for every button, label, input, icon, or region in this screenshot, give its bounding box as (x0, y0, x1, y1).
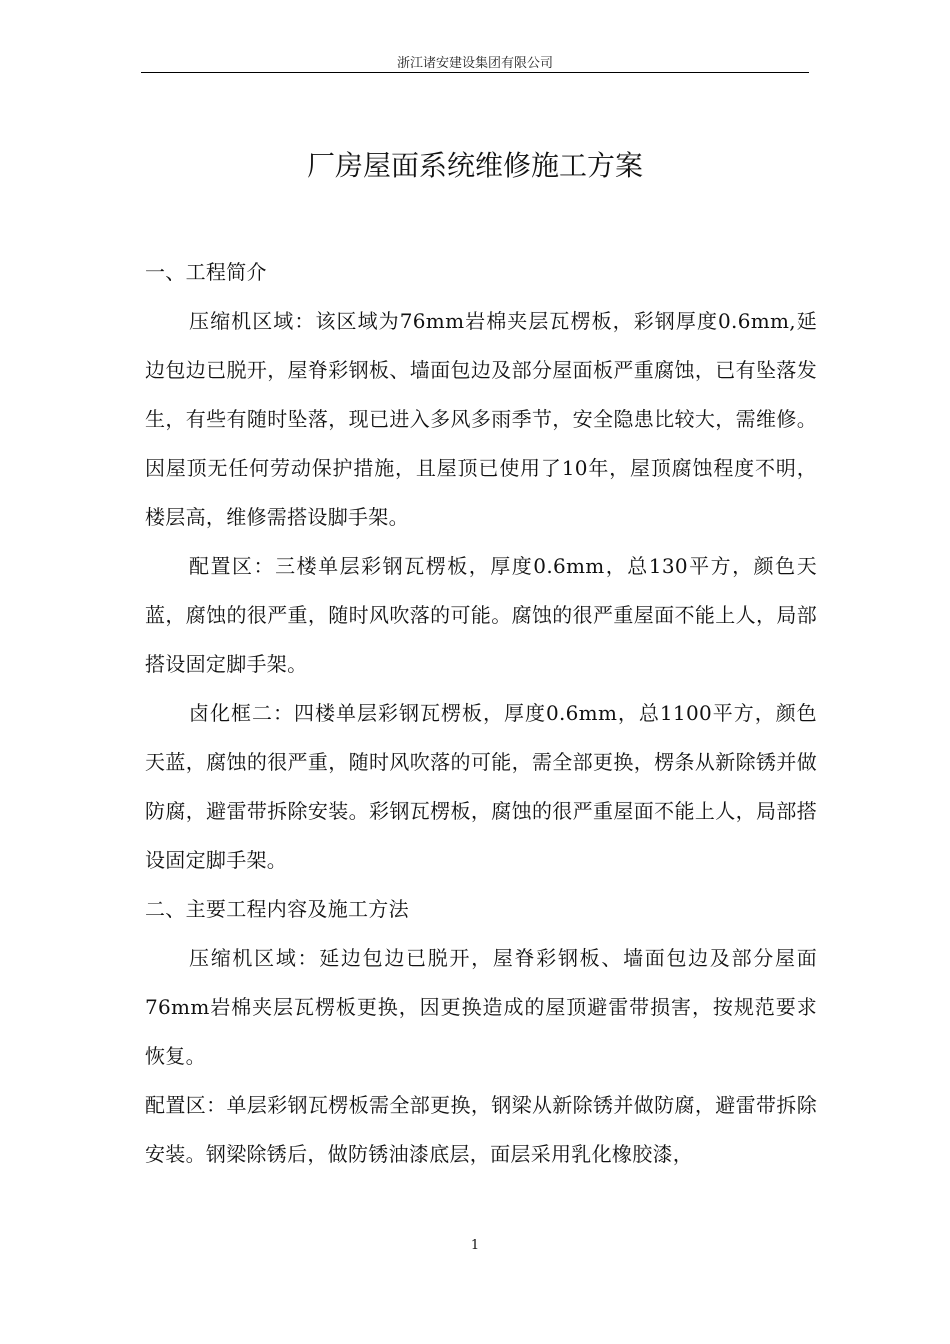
paragraph-configuration-area-works: 配置区：单层彩钢瓦楞板需全部更换，钢梁从新除锈并做防腐，避雷带拆除安装。钢梁除锈后，做防锈油漆底层，面层采用乳化橡胶漆， (145, 1093, 817, 1166)
page-header-company: 浙江诸安建设集团有限公司 (396, 56, 553, 71)
section-heading-main-works: 二、主要工程内容及施工方法 (145, 897, 409, 921)
paragraph-halogenation-frame: 卤化框二：四楼单层彩钢瓦楞板，厚度0.6mm，总1100平方，颜色天蓝，腐蚀的很严重，随时风吹落的可能，需全部更换，楞条从新除锈并做防腐，避雷带拆除安装。彩钢瓦楞板，腐蚀的很严重屋面不能上人，局部搭设固定脚手架。 (145, 701, 817, 872)
paragraph-configuration-area: 配置区：三楼单层彩钢瓦楞板，厚度0.6mm，总130平方，颜色天蓝，腐蚀的很严重，随时风吹落的可能。腐蚀的很严重屋面不能上人，局部搭设固定脚手架。 (145, 554, 817, 676)
paragraph-compressor-area-works: 压缩机区域：延边包边已脱开，屋脊彩钢板、墙面包边及部分屋面76mm岩棉夹层瓦楞板更换，因更换造成的屋顶避雷带损害，按规范要求恢复。 (145, 946, 817, 1068)
paragraph-compressor-area: 压缩机区域：该区域为76mm岩棉夹层瓦楞板，彩钢厚度0.6mm,延边包边已脱开，屋脊彩钢板、墙面包边及部分屋面板严重腐蚀，已有坠落发生，有些有随时坠落，现已进入多风多雨季节，安全隐患比较大，需维修。因屋顶无任何劳动保护措施，且屋顶已使用了10年，屋顶腐蚀程度不明，楼层高，维修需搭设脚手架。 (145, 309, 817, 529)
page-number: 1 (470, 1238, 480, 1253)
document-body (145, 248, 817, 1179)
header-divider (141, 72, 809, 73)
section-heading-project-overview: 一、工程简介 (145, 260, 267, 284)
document-title: 厂房屋面系统维修施工方案 (306, 149, 643, 182)
